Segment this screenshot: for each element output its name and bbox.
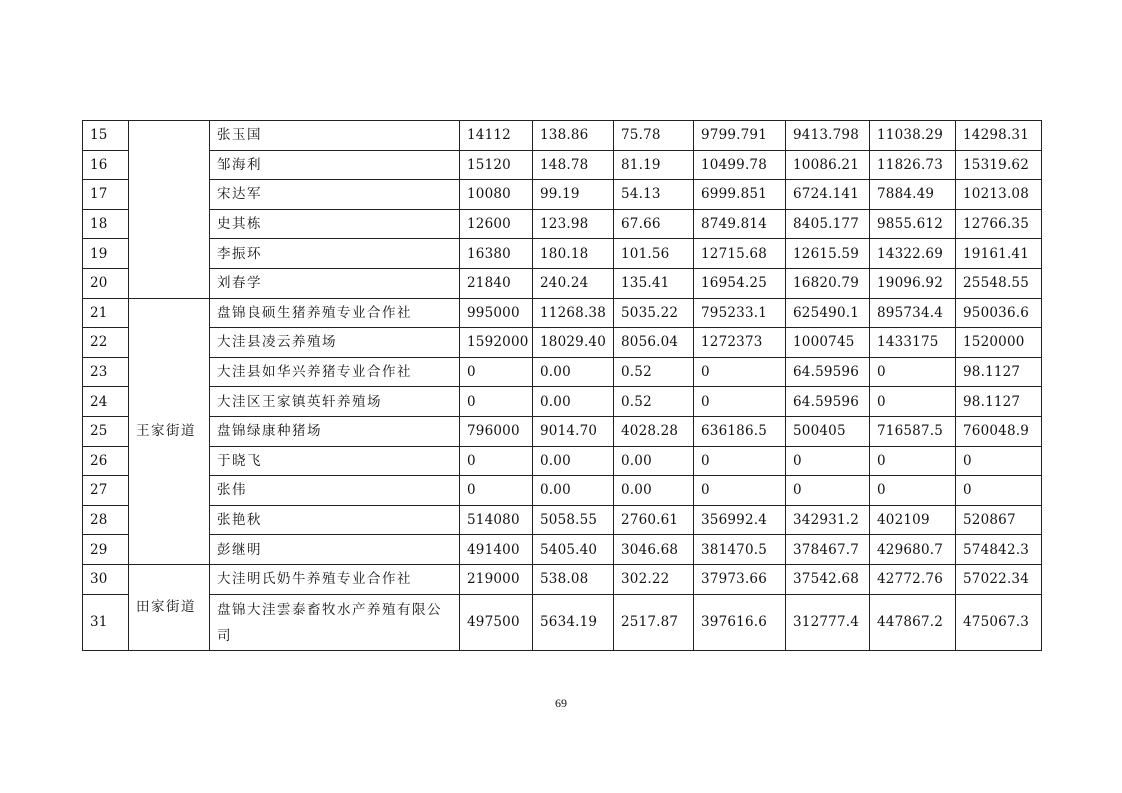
value-cell: 12715.68 [694,239,786,269]
value-cell: 397616.6 [694,594,786,650]
value-cell: 5035.22 [614,298,694,328]
value-cell: 3046.68 [614,535,694,565]
value-cell: 0.00 [533,387,614,417]
value-cell: 995000 [460,298,533,328]
value-cell: 0 [694,357,786,387]
value-cell: 636186.5 [694,416,786,446]
value-cell: 123.98 [533,209,614,239]
value-cell: 0 [870,357,956,387]
table-row [83,416,1042,446]
value-cell: 12600 [460,209,533,239]
value-cell: 67.66 [614,209,694,239]
value-cell: 491400 [460,535,533,565]
value-cell: 0 [786,476,870,506]
value-cell: 520867 [956,505,1042,535]
value-cell: 1000745 [786,328,870,358]
value-cell: 402109 [870,505,956,535]
value-cell: 10086.21 [786,150,870,180]
value-cell: 0 [694,476,786,506]
value-cell: 950036.6 [956,298,1042,328]
value-cell: 135.41 [614,268,694,298]
row-number: 27 [83,476,129,506]
value-cell: 0 [694,387,786,417]
value-cell: 11826.73 [870,150,956,180]
table-row [83,564,1042,594]
entity-name: 宋达军 [210,180,460,210]
value-cell: 138.86 [533,121,614,151]
entity-name: 盘锦良硕生猪养殖专业合作社 [210,298,460,328]
row-number: 25 [83,416,129,446]
value-cell: 302.22 [614,564,694,594]
entity-name: 史其栋 [210,209,460,239]
value-cell: 42772.76 [870,564,956,594]
entity-name: 大洼明氏奶牛养殖专业合作社 [210,564,460,594]
value-cell: 9799.791 [694,121,786,151]
table-row [83,446,1042,476]
value-cell: 2760.61 [614,505,694,535]
row-number: 24 [83,387,129,417]
table-row [83,121,1042,151]
value-cell: 5634.19 [533,594,614,650]
value-cell: 98.1127 [956,387,1042,417]
value-cell: 9413.798 [786,121,870,151]
row-number: 23 [83,357,129,387]
table-row [83,239,1042,269]
value-cell: 15120 [460,150,533,180]
entity-name: 大洼县凌云养殖场 [210,328,460,358]
row-number: 16 [83,150,129,180]
entity-name: 于晓飞 [210,446,460,476]
value-cell: 0.00 [614,446,694,476]
value-cell: 37542.68 [786,564,870,594]
value-cell: 312777.4 [786,594,870,650]
table-row [83,476,1042,506]
value-cell: 0 [870,476,956,506]
value-cell: 37973.66 [694,564,786,594]
value-cell: 7884.49 [870,180,956,210]
entity-name: 邹海利 [210,150,460,180]
value-cell: 14298.31 [956,121,1042,151]
value-cell: 1433175 [870,328,956,358]
data-table [82,120,1042,651]
value-cell: 14112 [460,121,533,151]
value-cell: 475067.3 [956,594,1042,650]
page-number: 69 [555,696,567,710]
table-row [83,505,1042,535]
value-cell: 1272373 [694,328,786,358]
value-cell: 356992.4 [694,505,786,535]
row-number: 15 [83,121,129,151]
value-cell: 1592000 [460,328,533,358]
value-cell: 0 [460,357,533,387]
value-cell: 6724.141 [786,180,870,210]
table-row [83,328,1042,358]
value-cell: 0 [694,446,786,476]
value-cell: 19161.41 [956,239,1042,269]
value-cell: 429680.7 [870,535,956,565]
value-cell: 0.00 [614,476,694,506]
value-cell: 0.00 [533,476,614,506]
value-cell: 0 [460,446,533,476]
value-cell: 1520000 [956,328,1042,358]
row-number: 19 [83,239,129,269]
value-cell: 8749.814 [694,209,786,239]
value-cell: 25548.55 [956,268,1042,298]
value-cell: 240.24 [533,268,614,298]
value-cell: 8405.177 [786,209,870,239]
value-cell: 0 [870,387,956,417]
row-number: 30 [83,564,129,594]
entity-name: 盘锦绿康种猪场 [210,416,460,446]
entity-name: 李振环 [210,239,460,269]
value-cell: 500405 [786,416,870,446]
value-cell: 16820.79 [786,268,870,298]
table-row [83,150,1042,180]
value-cell: 18029.40 [533,328,614,358]
value-cell: 64.59596 [786,357,870,387]
value-cell: 378467.7 [786,535,870,565]
row-number: 21 [83,298,129,328]
row-number: 28 [83,505,129,535]
table-row [83,387,1042,417]
row-number: 26 [83,446,129,476]
value-cell: 19096.92 [870,268,956,298]
value-cell: 75.78 [614,121,694,151]
value-cell: 0.00 [533,357,614,387]
value-cell: 16380 [460,239,533,269]
row-number: 31 [83,594,129,650]
entity-name: 彭继明 [210,535,460,565]
value-cell: 538.08 [533,564,614,594]
entity-name: 盘锦大洼雲泰畜牧水产养殖有限公司 [210,594,460,650]
entity-name: 大洼区王家镇英轩养殖场 [210,387,460,417]
value-cell: 11268.38 [533,298,614,328]
entity-name: 张伟 [210,476,460,506]
value-cell: 11038.29 [870,121,956,151]
table-row [83,298,1042,328]
value-cell: 16954.25 [694,268,786,298]
value-cell: 5405.40 [533,535,614,565]
region-cell-wangjia: 王家街道 [129,298,210,564]
row-number: 20 [83,268,129,298]
region-cell-empty [129,121,210,299]
value-cell: 0.00 [533,446,614,476]
value-cell: 0 [870,446,956,476]
table-row [83,268,1042,298]
value-cell: 381470.5 [694,535,786,565]
value-cell: 219000 [460,564,533,594]
value-cell: 98.1127 [956,357,1042,387]
value-cell: 9014.70 [533,416,614,446]
value-cell: 895734.4 [870,298,956,328]
row-number: 29 [83,535,129,565]
row-number: 17 [83,180,129,210]
table-row [83,357,1042,387]
region-cell-tianjia: 田家街道 [129,564,210,650]
value-cell: 0 [786,446,870,476]
value-cell: 81.19 [614,150,694,180]
value-cell: 8056.04 [614,328,694,358]
value-cell: 54.13 [614,180,694,210]
table-row [83,594,1042,650]
value-cell: 14322.69 [870,239,956,269]
value-cell: 625490.1 [786,298,870,328]
row-number: 18 [83,209,129,239]
table-row [83,180,1042,210]
value-cell: 2517.87 [614,594,694,650]
value-cell: 716587.5 [870,416,956,446]
value-cell: 447867.2 [870,594,956,650]
value-cell: 64.59596 [786,387,870,417]
table-row [83,535,1042,565]
value-cell: 342931.2 [786,505,870,535]
value-cell: 6999.851 [694,180,786,210]
value-cell: 9855.612 [870,209,956,239]
value-cell: 514080 [460,505,533,535]
value-cell: 760048.9 [956,416,1042,446]
value-cell: 10499.78 [694,150,786,180]
value-cell: 57022.34 [956,564,1042,594]
value-cell: 497500 [460,594,533,650]
entity-name: 大洼县如华兴养猪专业合作社 [210,357,460,387]
value-cell: 0 [956,476,1042,506]
value-cell: 10213.08 [956,180,1042,210]
value-cell: 0.52 [614,387,694,417]
value-cell: 99.19 [533,180,614,210]
value-cell: 180.18 [533,239,614,269]
entity-name: 张玉国 [210,121,460,151]
value-cell: 574842.3 [956,535,1042,565]
value-cell: 0 [460,387,533,417]
value-cell: 0 [956,446,1042,476]
value-cell: 795233.1 [694,298,786,328]
value-cell: 0 [460,476,533,506]
value-cell: 148.78 [533,150,614,180]
table-row [83,209,1042,239]
value-cell: 15319.62 [956,150,1042,180]
value-cell: 12615.59 [786,239,870,269]
value-cell: 10080 [460,180,533,210]
value-cell: 21840 [460,268,533,298]
value-cell: 796000 [460,416,533,446]
value-cell: 12766.35 [956,209,1042,239]
value-cell: 4028.28 [614,416,694,446]
entity-name: 刘春学 [210,268,460,298]
row-number: 22 [83,328,129,358]
value-cell: 101.56 [614,239,694,269]
entity-name: 张艳秋 [210,505,460,535]
value-cell: 0.52 [614,357,694,387]
value-cell: 5058.55 [533,505,614,535]
